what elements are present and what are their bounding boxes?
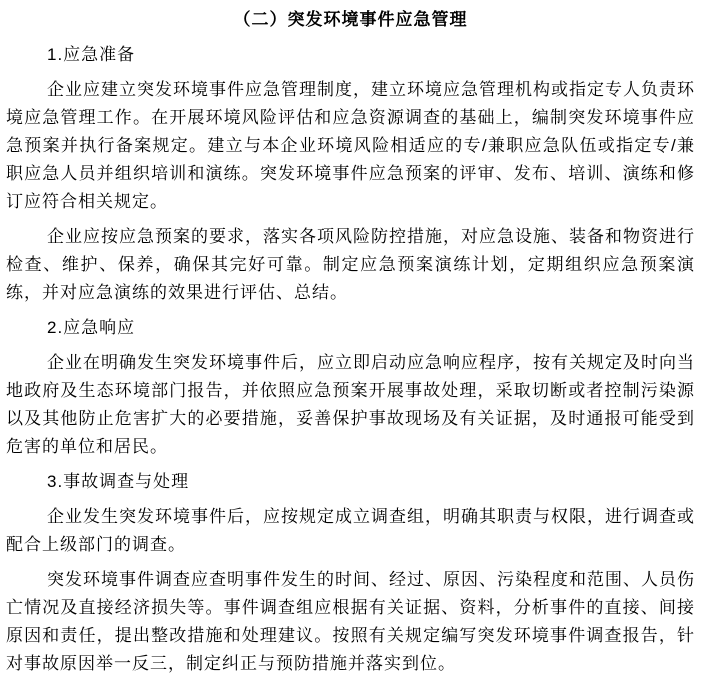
body-paragraph: 突发环境事件调查应查明事件发生的时间、经过、原因、污染程度和范围、人员伤亡情况及直接经济损失等。事件调查组应根据有关证据、资料，分析事件的直接、间接原因和责任，提出整改措施和处理建议。按照有关规定编写突发环境事件调查报告，针对事故原因举一反三，制定纠正与预防措施并落实到位。 [6, 570, 695, 673]
section-heading: 2.应急响应 [47, 318, 136, 337]
document-sections [6, 41, 695, 678]
page-title: （二）突发环境事件应急管理 [233, 10, 468, 29]
section-heading: 1.应急准备 [47, 45, 136, 64]
body-paragraph: 企业发生突发环境事件后，应按规定成立调查组，明确其职责与权限，进行调查或配合上级部门的调查。 [6, 507, 695, 554]
body-paragraph: 企业应建立突发环境事件应急管理制度，建立环境应急管理机构或指定专人负责环境应急管理工作。在开展环境风险评估和应急资源调查的基础上，编制突发环境事件应急预案并执行备案规定。建立与本企业环境风险相适应的专/兼职应急队伍或指定专/兼职应急人员并组织培训和演练。突发环境事件应急预案的评审、发布、培训、演练和修订应符合相关规定。 [6, 80, 695, 211]
body-paragraph: 企业应按应急预案的要求，落实各项风险防控措施，对应急设施、装备和物资进行检查、维护、保养，确保其完好可靠。制定应急预案演练计划，定期组织应急预案演练，并对应急演练的效果进行评估、总结。 [6, 227, 695, 302]
section-heading: 3.事故调查与处理 [47, 472, 190, 491]
body-paragraph: 企业在明确发生突发环境事件后，应立即启动应急响应程序，按有关规定及时向当地政府及生态环境部门报告，并依照应急预案开展事故处理，采取切断或者控制污染源以及其他防止危害扩大的必要措施，妥善保护事故现场及有关证据，及时通报可能受到危害的单位和居民。 [6, 353, 695, 456]
